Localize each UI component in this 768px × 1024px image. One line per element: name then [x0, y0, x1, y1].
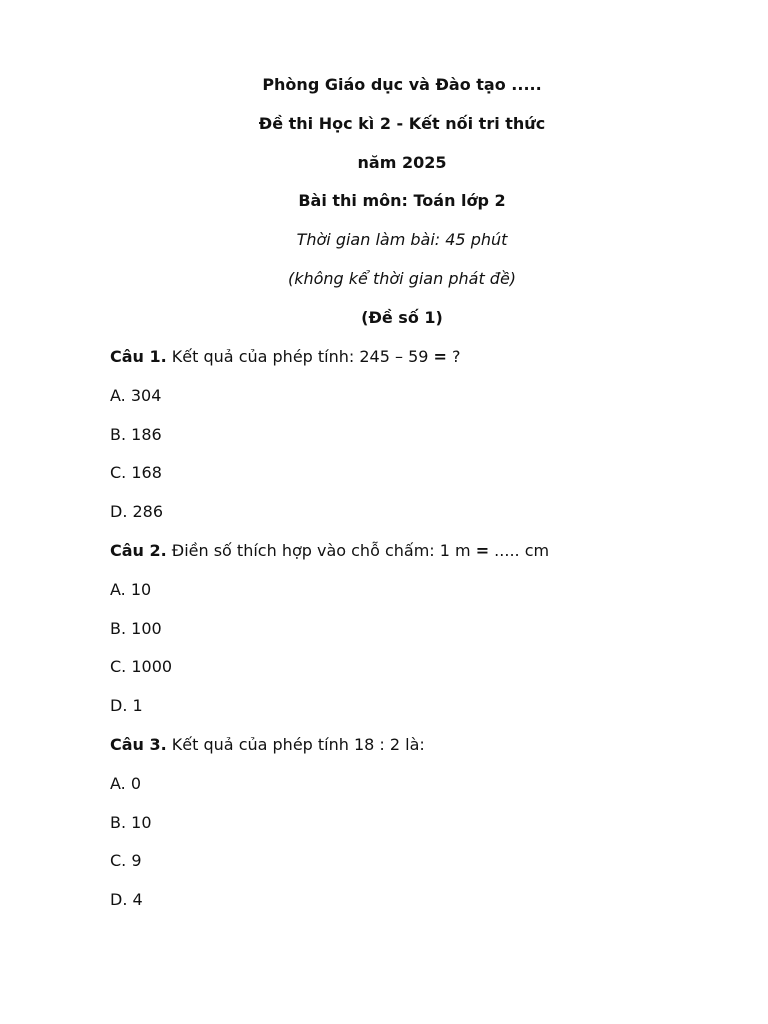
education-office-line: Phòng Giáo dục và Đào tạo .....: [262, 75, 542, 94]
question-2-option-b: B. 100: [110, 619, 162, 638]
question-2-option-c: C. 1000: [110, 657, 173, 676]
question-2-option-d: D. 1: [110, 696, 143, 715]
question-label: Câu 2.: [110, 541, 167, 560]
question-text-end: ..... cm: [489, 541, 550, 560]
question-2: [110, 532, 549, 570]
question-label: Câu 3.: [110, 735, 167, 754]
question-3-option-d: D. 4: [110, 890, 143, 909]
question-text: Kết quả của phép tính 18 : 2 là:: [166, 735, 425, 754]
exam-subject: Bài thi môn: Toán lớp 2: [298, 191, 506, 210]
question-text: Điền số thích hợp vào chỗ chấm: 1 m: [166, 541, 476, 560]
question-label: Câu 1.: [110, 347, 167, 366]
question-3-option-a: A. 0: [110, 774, 142, 793]
exam-code: (Đề số 1): [361, 308, 443, 327]
question-1: [110, 338, 461, 376]
question-3-option-b: B. 10: [110, 813, 152, 832]
question-1-option-c: C. 168: [110, 463, 162, 482]
question-2-option-a: A. 10: [110, 580, 152, 599]
question-equals: =: [433, 347, 447, 366]
question-1-option-a: A. 304: [110, 386, 162, 405]
exam-duration: Thời gian làm bài: 45 phút: [296, 230, 508, 249]
question-text: Kết quả của phép tính: 245 – 59: [166, 347, 434, 366]
question-1-option-d: D. 286: [110, 502, 164, 521]
question-1-option-b: B. 186: [110, 425, 162, 444]
exam-duration-note: (không kể thời gian phát đề): [287, 269, 517, 288]
question-3: [110, 726, 425, 764]
exam-year: năm 2025: [357, 153, 447, 172]
exam-title: Đề thi Học kì 2 - Kết nối tri thức: [258, 114, 546, 133]
question-3-option-c: C. 9: [110, 851, 142, 870]
question-equals: =: [475, 541, 490, 560]
question-text-end: ?: [446, 347, 461, 366]
